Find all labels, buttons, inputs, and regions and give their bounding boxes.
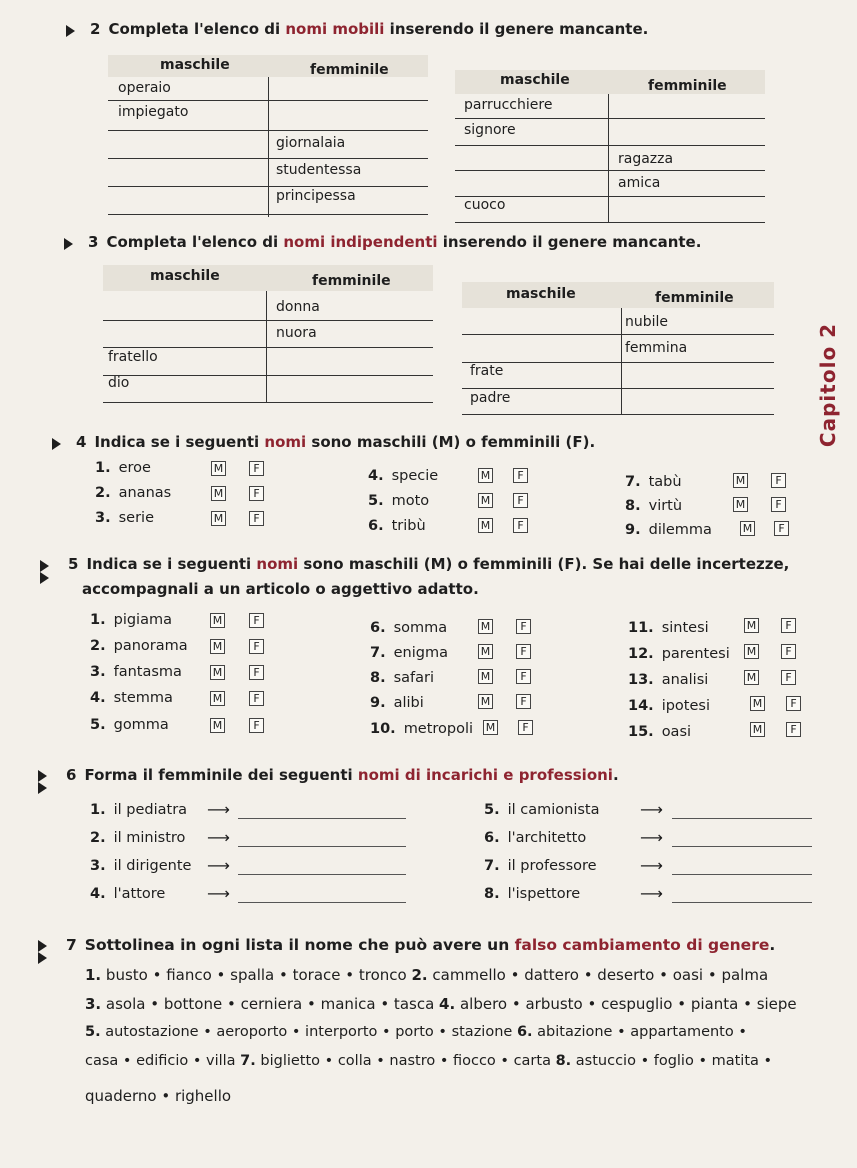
exercise-2-heading: 2 Completa l'elenco di nomi mobili inserendo il genere mancante. — [90, 20, 649, 38]
ex4-item-9-f-checkbox[interactable]: F — [774, 521, 789, 536]
exercise-6-heading: 6 Forma il femminile dei seguenti nomi di incarichi e professioni. — [66, 766, 619, 784]
ex5-item-5: 5. gomma — [90, 717, 169, 733]
ex6-item-1: 1. il pediatra — [90, 802, 188, 818]
ex5-item-6-f-checkbox[interactable]: F — [516, 619, 531, 634]
exercise-7-marker-icon — [38, 940, 47, 952]
ex4-item-4: 4. specie — [368, 468, 439, 484]
exercise-5-heading-line2: accompagnali a un articolo o aggettivo adatto. — [82, 580, 479, 598]
exercise-5-heading: 5 Indica se i seguenti nomi sono maschili (M) o femminili (F). Se hai delle incertezze, — [68, 555, 790, 573]
exercise-4-marker-icon — [52, 438, 61, 450]
ex5-item-10: 10. metropoli — [370, 721, 474, 737]
ex4-item-5: 5. moto — [368, 493, 430, 509]
header-femminile: femminile — [310, 62, 389, 78]
ex4-item-5-m-checkbox[interactable]: M — [478, 493, 493, 508]
ex6-item-6-answer-field[interactable] — [672, 846, 812, 847]
ex5-item-11-m-checkbox[interactable]: M — [744, 618, 759, 633]
ex6-item-4-answer-field[interactable] — [238, 902, 406, 903]
ex7-line-4: casa • edificio • villa 7. biglietto • colla • nastro • fiocco • carta 8. astuccio • foglio • matita • — [85, 1053, 773, 1069]
header-maschile: maschile — [160, 57, 230, 73]
header-maschile: maschile — [150, 268, 220, 284]
table-divider — [621, 308, 622, 414]
ex6-item-2-answer-field[interactable] — [238, 846, 406, 847]
ex5-item-7-f-checkbox[interactable]: F — [516, 644, 531, 659]
exercise-6-marker-icon — [38, 770, 47, 782]
header-femminile: femminile — [312, 273, 391, 289]
exercise-3-marker-icon — [64, 238, 73, 250]
ex5-item-15-f-checkbox[interactable]: F — [786, 722, 801, 737]
ex5-item-10-m-checkbox[interactable]: M — [483, 720, 498, 735]
cell-m-1: parrucchiere — [464, 97, 553, 113]
ex4-item-7-f-checkbox[interactable]: F — [771, 473, 786, 488]
ex4-item-2-f-checkbox[interactable]: F — [249, 486, 264, 501]
ex5-item-13-f-checkbox[interactable]: F — [781, 670, 796, 685]
ex5-item-12-f-checkbox[interactable]: F — [781, 644, 796, 659]
ex6-item-3-answer-field[interactable] — [238, 874, 406, 875]
ex4-item-9: 9. dilemma — [625, 522, 712, 538]
ex5-item-14-m-checkbox[interactable]: M — [750, 696, 765, 711]
ex7-line-1: 1. busto • fianco • spalla • torace • tronco 2. cammello • dattero • deserto • oasi • palma — [85, 966, 769, 984]
cell-m-3: fratello — [108, 349, 158, 365]
ex4-item-3: 3. serie — [95, 510, 154, 526]
ex6-item-8: 8. l'ispettore — [484, 886, 581, 902]
ex5-item-14: 14. ipotesi — [628, 698, 710, 714]
ex5-item-6: 6. somma — [370, 620, 448, 636]
cell-f-4: amica — [618, 175, 661, 191]
ex5-item-9-m-checkbox[interactable]: M — [478, 694, 493, 709]
ex5-item-12-m-checkbox[interactable]: M — [744, 644, 759, 659]
header-femminile: femminile — [648, 78, 727, 94]
ex4-item-1-f-checkbox[interactable]: F — [249, 461, 264, 476]
arrow-right-icon: ⟶ — [640, 800, 663, 819]
ex4-item-6-m-checkbox[interactable]: M — [478, 518, 493, 533]
header-femminile: femminile — [655, 290, 734, 306]
ex4-item-8-m-checkbox[interactable]: M — [733, 497, 748, 512]
ex5-item-9: 9. alibi — [370, 695, 424, 711]
arrow-right-icon: ⟶ — [207, 856, 230, 875]
ex4-item-1: 1. eroe — [95, 460, 151, 476]
ex6-item-7: 7. il professore — [484, 858, 597, 874]
ex4-item-4-m-checkbox[interactable]: M — [478, 468, 493, 483]
exercise-3-heading: 3 Completa l'elenco di nomi indipendenti inserendo il genere mancante. — [88, 233, 702, 251]
ex5-item-7: 7. enigma — [370, 645, 448, 661]
ex4-item-2: 2. ananas — [95, 485, 172, 501]
ex5-item-1-f-checkbox[interactable]: F — [249, 613, 264, 628]
ex5-item-11-f-checkbox[interactable]: F — [781, 618, 796, 633]
ex6-item-3: 3. il dirigente — [90, 858, 192, 874]
ex6-item-5-answer-field[interactable] — [672, 818, 812, 819]
table-divider — [608, 94, 609, 222]
ex5-item-3: 3. fantasma — [90, 664, 182, 680]
ex4-item-5-f-checkbox[interactable]: F — [513, 493, 528, 508]
cell-f-1: nubile — [625, 314, 669, 330]
ex5-item-6-m-checkbox[interactable]: M — [478, 619, 493, 634]
arrow-right-icon: ⟶ — [207, 828, 230, 847]
exercise-5-marker-icon-2 — [40, 572, 49, 584]
ex5-item-4: 4. stemma — [90, 690, 173, 706]
ex4-item-6: 6. tribù — [368, 518, 426, 534]
chapter-tab: Capitolo 2 — [816, 322, 840, 448]
exercise-5-marker-icon — [40, 560, 49, 572]
ex5-item-13-m-checkbox[interactable]: M — [744, 670, 759, 685]
ex5-item-3-m-checkbox[interactable]: M — [210, 665, 225, 680]
cell-f-2: nuora — [276, 325, 317, 341]
arrow-right-icon: ⟶ — [640, 884, 663, 903]
cell-m-2: impiegato — [118, 104, 189, 120]
ex4-item-6-f-checkbox[interactable]: F — [513, 518, 528, 533]
cell-m-3: frate — [470, 363, 504, 379]
ex5-item-2-m-checkbox[interactable]: M — [210, 639, 225, 654]
ex4-item-3-f-checkbox[interactable]: F — [249, 511, 264, 526]
ex5-item-4-m-checkbox[interactable]: M — [210, 691, 225, 706]
ex4-item-4-f-checkbox[interactable]: F — [513, 468, 528, 483]
ex6-item-4: 4. l'attore — [90, 886, 166, 902]
cell-f-4: studentessa — [276, 162, 362, 178]
ex4-item-2-m-checkbox[interactable]: M — [211, 486, 226, 501]
ex5-item-15: 15. oasi — [628, 724, 692, 740]
cell-m-2: signore — [464, 122, 516, 138]
cell-f-5: principessa — [276, 188, 356, 204]
cell-f-2: femmina — [625, 340, 688, 356]
ex6-item-1-answer-field[interactable] — [238, 818, 406, 819]
ex6-item-7-answer-field[interactable] — [672, 874, 812, 875]
ex5-item-13: 13. analisi — [628, 672, 709, 688]
ex4-item-9-m-checkbox[interactable]: M — [740, 521, 755, 536]
arrow-right-icon: ⟶ — [640, 828, 663, 847]
ex4-item-7-m-checkbox[interactable]: M — [733, 473, 748, 488]
exercise-7-marker-icon-2 — [38, 952, 47, 964]
arrow-right-icon: ⟶ — [207, 800, 230, 819]
ex6-item-5: 5. il camionista — [484, 802, 600, 818]
ex5-item-14-f-checkbox[interactable]: F — [786, 696, 801, 711]
ex5-item-5-f-checkbox[interactable]: F — [249, 718, 264, 733]
exercise-6-marker-icon-2 — [38, 782, 47, 794]
arrow-right-icon: ⟶ — [640, 856, 663, 875]
ex6-item-8-answer-field[interactable] — [672, 902, 812, 903]
ex5-item-7-m-checkbox[interactable]: M — [478, 644, 493, 659]
ex4-item-1-m-checkbox[interactable]: M — [211, 461, 226, 476]
ex5-item-9-f-checkbox[interactable]: F — [516, 694, 531, 709]
ex7-line-3: 5. autostazione • aeroporto • interporto • porto • stazione 6. abitazione • appartamento • — [85, 1024, 747, 1040]
ex4-item-7: 7. tabù — [625, 474, 682, 490]
arrow-right-icon: ⟶ — [207, 884, 230, 903]
ex5-item-4-f-checkbox[interactable]: F — [249, 691, 264, 706]
ex5-item-5-m-checkbox[interactable]: M — [210, 718, 225, 733]
cell-f-3: ragazza — [618, 151, 674, 167]
header-maschile: maschile — [500, 72, 570, 88]
cell-m-4: dio — [108, 375, 130, 391]
cell-m-1: operaio — [118, 80, 171, 96]
exercise-7-heading: 7 Sottolinea in ogni lista il nome che può avere un falso cambiamento di genere. — [66, 936, 776, 954]
ex5-item-1-m-checkbox[interactable]: M — [210, 613, 225, 628]
ex5-item-2: 2. panorama — [90, 638, 188, 654]
ex5-item-8-m-checkbox[interactable]: M — [478, 669, 493, 684]
ex5-item-8: 8. safari — [370, 670, 435, 686]
ex5-item-2-f-checkbox[interactable]: F — [249, 639, 264, 654]
ex6-item-2: 2. il ministro — [90, 830, 186, 846]
exercise-4-heading: 4 Indica se i seguenti nomi sono maschili (M) o femminili (F). — [76, 433, 596, 451]
cell-m-4: padre — [470, 390, 511, 406]
ex5-item-8-f-checkbox[interactable]: F — [516, 669, 531, 684]
header-maschile: maschile — [506, 286, 576, 302]
cell-f-3: giornalaia — [276, 135, 346, 151]
ex4-item-3-m-checkbox[interactable]: M — [211, 511, 226, 526]
cell-m-5: cuoco — [464, 197, 506, 213]
ex5-item-10-f-checkbox[interactable]: F — [518, 720, 533, 735]
ex7-line-2: 3. asola • bottone • cerniera • manica • tasca 4. albero • arbusto • cespuglio • pianta • siepe — [85, 995, 797, 1013]
ex6-item-6: 6. l'architetto — [484, 830, 587, 846]
exercise-2-marker-icon — [66, 25, 75, 37]
ex5-item-11: 11. sintesi — [628, 620, 709, 636]
ex5-item-1: 1. pigiama — [90, 612, 172, 628]
ex5-item-15-m-checkbox[interactable]: M — [750, 722, 765, 737]
ex5-item-3-f-checkbox[interactable]: F — [249, 665, 264, 680]
ex7-line-5: quaderno • righello — [85, 1087, 232, 1105]
ex5-item-12: 12. parentesi — [628, 646, 730, 662]
ex4-item-8: 8. virtù — [625, 498, 683, 514]
table-divider — [268, 77, 269, 217]
ex4-item-8-f-checkbox[interactable]: F — [771, 497, 786, 512]
cell-f-1: donna — [276, 299, 320, 315]
